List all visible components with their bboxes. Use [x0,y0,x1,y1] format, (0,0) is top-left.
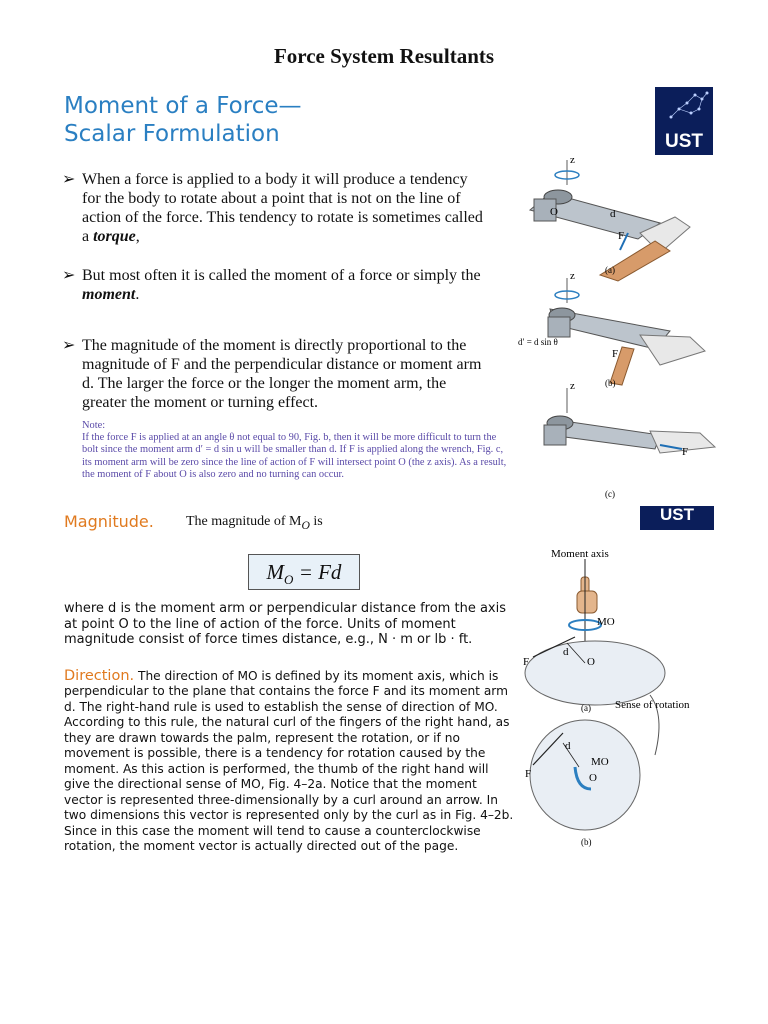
wrench-figures [510,155,730,500]
moment-arm-label: d [565,740,571,752]
bullet-emphasis: torque [93,228,136,245]
direction-text: The direction of MO is defined by its moment axis, which is perpendicular to the plane that contains the force F and its moment arm d. The right-hand rule is used to establish the sense of direction of MO. According to this rule, the natural curl of the fingers of the right hand, as they are drawn towards the palm, represent the rotation, or if no movement is possible, there is a tendency for rotation caused by the moment. As this action is performed, the thumb of the right hand will give the directional sense of MO, Fig. 4–2a. Notice that the moment vector is represented three-dimensionally by a curl around an arrow. In two dimensions this vector is represented only by the curl as in Fig. 4–2b. Since in this case the moment will tend to cause a counterclockwise rotation, the moment vector is actually directed out of the page. [64,669,514,853]
bullet-magnitude [62,336,487,412]
note-label: Note: [82,420,106,431]
force-label: F [523,656,530,668]
wrench-figure-a [530,155,690,281]
moment-arm-label: d [610,208,616,220]
wrench-figure-c [544,380,715,499]
figure-caption-c: (c) [605,489,615,499]
bullet-torque [62,170,487,246]
bullet-punct: , [135,228,140,245]
z-axis-label: z [570,380,575,392]
formula-sub: O [284,572,294,588]
ust-logo-small [640,506,714,530]
logo-text: UST [660,505,694,524]
force-label: F [612,348,619,360]
slide-heading [64,92,302,148]
point-o-label: O [550,206,558,218]
direction-heading: Direction. [64,668,135,684]
point-o-label: O [589,772,597,784]
magnitude-sentence: The magnitude of M [186,514,302,529]
force-label: F [682,446,689,458]
wrench-figure-b [518,270,705,388]
constellation-icon [655,87,713,127]
figure-caption-a: (a) [581,703,591,713]
formula-lhs: M [266,560,285,584]
moment-axis-figure [515,545,715,855]
moment-arm-definition: where d is the moment arm or perpendicular distance from the axis at point O to the line of action of the force. Units of moment magnitude consist of force times distance, e.g., N · m or lb · ft. [64,601,506,648]
bullet-text: The magnitude of the moment is directly proportional to the magnitude of F and the perpendicular distance or moment arm d. The larger the force or the longer the moment arm, the greater the moment or turning effect. [82,337,482,411]
bullet-punct: . [135,286,140,303]
bullet-emphasis: moment [82,286,136,303]
magnitude-text [186,514,323,532]
moment-arm-formula: d′ = d sin θ [518,337,558,347]
bullet-text: When a force is applied to a body it will produce a tendency for the body to rotate about a point that is not on the line of action of the force. This tendency to rotate is sometimes called a [82,171,483,245]
direction-paragraph [64,669,516,854]
ust-logo [655,87,713,155]
force-label: F [525,768,532,780]
moment-arm-label: d [563,646,569,658]
z-axis-label: z [570,270,575,282]
note-body: If the force F is applied at an angle θ not equal to 90, Fig. b, then it will be more difficult to turn the bolt since the moment arm d′ = d sin u will be smaller than d. If F is applied along the wrench, Fig. c, its moment arm will be zero since the line of action of F will intersect point O (the z axis). As a result, the moment of F about O is also zero and no turning can occur. [82,432,507,480]
z-axis-label: z [570,155,575,166]
right-hand-icon [577,577,597,613]
magnitude-after: is [309,514,323,529]
figure-caption-b: (b) [605,378,616,388]
formula-rhs: = Fd [293,560,342,584]
moment-axis-label: Moment axis [551,548,609,560]
bullet-moment [62,266,487,304]
magnitude-sub: O [301,518,310,532]
moment-vector-label: MO [597,616,615,628]
figure-caption-a: (a) [605,265,615,275]
bullet-arrow-icon: ➢ [62,171,76,188]
sense-of-rotation-label: Sense of rotation [615,699,690,711]
slide-heading-line1: Moment of a Force— [64,93,302,119]
magnitude-heading: Magnitude. [64,512,154,531]
note-block [82,420,507,481]
slide-heading-line2: Scalar Formulation [64,121,280,147]
page-title: Force System Resultants [273,44,495,68]
force-label: F [618,230,625,242]
figure-caption-b: (b) [581,837,592,847]
bullet-arrow-icon: ➢ [62,267,76,284]
logo-text: UST [665,131,703,152]
moment-vector-label: MO [591,756,609,768]
bullet-arrow-icon: ➢ [62,337,76,354]
point-o-label: O [587,656,595,668]
bullet-text: But most often it is called the moment of a force or simply the [82,267,481,284]
moment-formula [248,554,360,590]
